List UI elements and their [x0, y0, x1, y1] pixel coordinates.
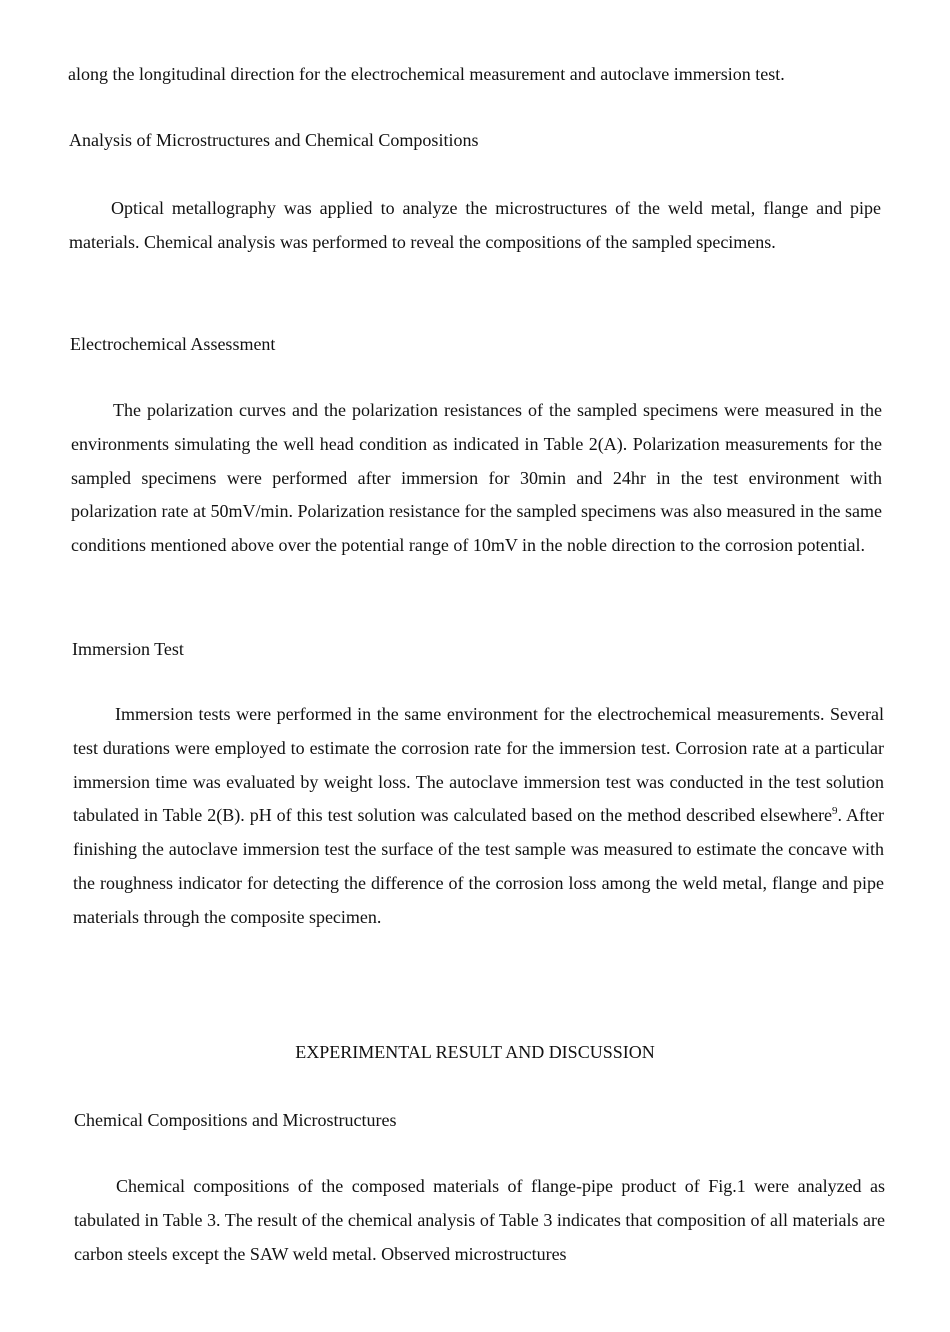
paragraph-electrochemical: The polarization curves and the polarization resistances of the sampled specimens were measured in the environments simulating the well head condition as indicated in Table 2(A). Polarization measurements for the sampled specimens were performed after immersion for 30min and 24hr in the test environment with polarization rate at 50mV/min. Polarization resistance for the sampled specimens was also measured in the same conditions mentioned above over the potential range of 10mV in the noble direction to the corrosion potential. — [71, 400, 882, 556]
paragraph-chemical-compositions: Chemical compositions of the composed materials of flange-pipe product of Fig.1 were analyzed as tabulated in Table 3. The result of the chemical analysis of Table 3 indicates that composition of all materials are carbon steels except the SAW weld metal. Observed microstructures — [74, 1176, 885, 1264]
paragraph-microstructures: Optical metallography was applied to analyze the microstructures of the weld metal, flange and pipe materials. Chemical analysis was performed to reveal the compositions of the sampled specimens. — [69, 198, 881, 252]
immersion-text-part-1: Immersion tests were performed in the same environment for the electrochemical measurements. Several test durations were employed to estimate the corrosion rate for the immersion test. Corrosion rate at a particular immersion time was evaluated by weight loss. The autoclave immersion test was conducted in the test solution tabulated in Table 2(B). pH of this test solution was calculated based on the method described elsewhere — [73, 704, 884, 826]
section-heading-electrochemical: Electrochemical Assessment — [70, 334, 276, 354]
paragraph-immersion — [73, 698, 884, 935]
section-heading-immersion: Immersion Test — [72, 639, 184, 659]
citation-superscript: 9 — [832, 805, 838, 818]
section-heading-microstructures: Analysis of Microstructures and Chemical Compositions — [69, 130, 479, 150]
immersion-text-part-2: . After finishing the autoclave immersion test the surface of the test sample was measured to estimate the concave with the roughness indicator for detecting the difference of the corrosion loss among the weld metal, flange and pipe materials through the composite specimen. — [73, 805, 884, 927]
continuation-line: along the longitudinal direction for the electrochemical measurement and autoclave immersion test. — [68, 64, 785, 84]
section-heading-chemical-compositions: Chemical Compositions and Microstructures — [74, 1110, 397, 1130]
main-section-title: EXPERIMENTAL RESULT AND DISCUSSION — [295, 1042, 655, 1062]
